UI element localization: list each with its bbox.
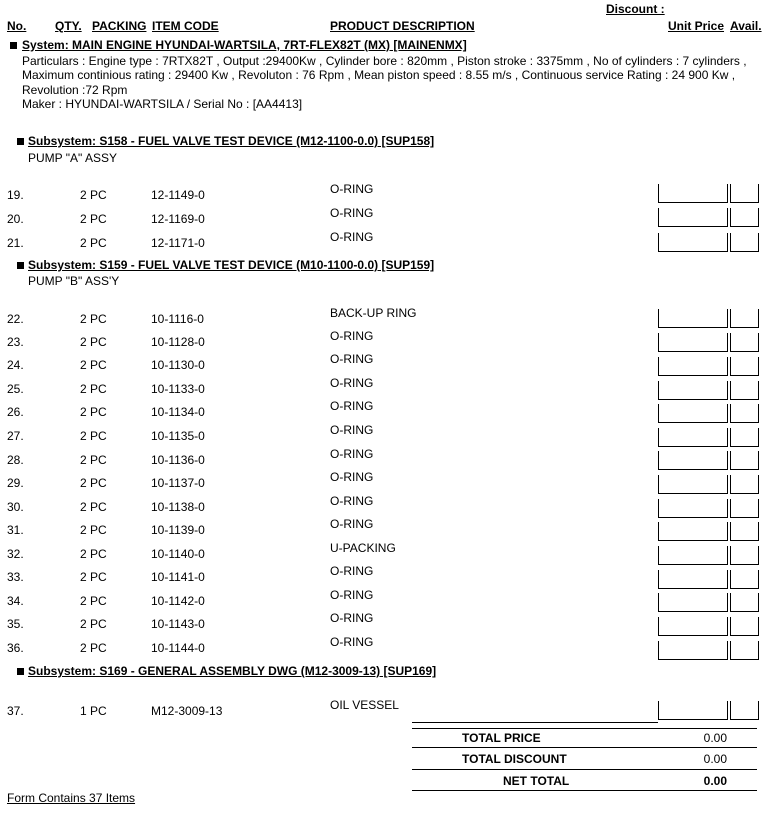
unit-price-input[interactable] xyxy=(658,309,728,328)
bullet-square-icon xyxy=(17,668,24,675)
item-no: 20. xyxy=(7,212,24,226)
unit-price-input[interactable] xyxy=(658,593,728,612)
item-code: 10-1141-0 xyxy=(151,570,205,584)
total-discount-value: 0.00 xyxy=(703,752,727,766)
item-qty: 1 PC xyxy=(80,704,107,718)
item-description: O-RING xyxy=(330,635,374,649)
avail-input[interactable] xyxy=(730,381,759,400)
form-item-count: Form Contains 37 Items xyxy=(7,791,136,805)
totals-divider xyxy=(412,747,757,748)
item-code: 10-1135-0 xyxy=(151,429,205,443)
item-qty: 2 PC xyxy=(80,188,107,202)
bullet-square-icon xyxy=(17,138,24,145)
col-header-qty: QTY. xyxy=(55,19,82,33)
system-title: System: MAIN ENGINE HYUNDAI-WARTSILA, 7RT-FLEX82T (MX) [MAINENMX] xyxy=(22,38,467,52)
subsystem-title: Subsystem: S158 - FUEL VALVE TEST DEVICE (M12-1100-0.0) [SUP158] xyxy=(28,134,435,148)
item-qty: 2 PC xyxy=(80,335,107,349)
col-header-packing: PACKING xyxy=(92,19,147,33)
unit-price-input[interactable] xyxy=(658,381,728,400)
unit-price-input[interactable] xyxy=(658,357,728,376)
item-no: 36. xyxy=(7,641,24,655)
unit-price-input[interactable] xyxy=(658,522,728,541)
avail-input[interactable] xyxy=(730,451,759,470)
unit-price-input[interactable] xyxy=(658,333,728,352)
unit-price-input[interactable] xyxy=(658,570,728,589)
avail-input[interactable] xyxy=(730,546,759,565)
col-header-item-code: ITEM CODE xyxy=(152,19,219,33)
item-code: 12-1171-0 xyxy=(151,236,205,250)
item-description: BACK-UP RING xyxy=(330,306,417,320)
item-no: 35. xyxy=(7,617,24,631)
item-code: 10-1138-0 xyxy=(151,500,205,514)
item-qty: 2 PC xyxy=(80,641,107,655)
unit-price-input[interactable] xyxy=(658,617,728,636)
item-qty: 2 PC xyxy=(80,547,107,561)
item-description: O-RING xyxy=(330,352,374,366)
unit-price-input[interactable] xyxy=(658,208,728,227)
item-description: OIL VESSEL xyxy=(330,698,399,712)
unit-price-input[interactable] xyxy=(658,233,728,252)
avail-input[interactable] xyxy=(730,309,759,328)
item-qty: 2 PC xyxy=(80,382,107,396)
system-particulars: Particulars : Engine type : 7RTX82T , Output :29400Kw , Cylinder bore : 820mm , Piston stroke : 3375mm , No of cylinders : 7 cylinders , Maximum continious rating : 29400 Kw , Revoluton : 76 Rpm , Mean piston speed : 8.55 m/s , Continuous service Rating : 24 900 Kw , Revolution :72 Rpm xyxy=(22,54,747,97)
row-divider xyxy=(412,722,658,723)
avail-input[interactable] xyxy=(730,499,759,518)
avail-input[interactable] xyxy=(730,593,759,612)
item-code: M12-3009-13 xyxy=(151,704,223,718)
discount-label: Discount : xyxy=(606,2,665,16)
item-no: 37. xyxy=(7,704,24,718)
item-code: 10-1142-0 xyxy=(151,594,205,608)
total-price-value: 0.00 xyxy=(703,731,727,745)
item-code: 12-1169-0 xyxy=(151,212,205,226)
item-code: 10-1130-0 xyxy=(151,358,205,372)
col-header-unit-price: Unit Price xyxy=(668,19,725,33)
unit-price-input[interactable] xyxy=(658,546,728,565)
item-qty: 2 PC xyxy=(80,500,107,514)
avail-input[interactable] xyxy=(730,404,759,423)
item-no: 32. xyxy=(7,547,24,561)
item-description: O-RING xyxy=(330,329,374,343)
item-qty: 2 PC xyxy=(80,236,107,250)
item-description: O-RING xyxy=(330,230,374,244)
avail-input[interactable] xyxy=(730,641,759,660)
total-price-label: TOTAL PRICE xyxy=(462,731,541,745)
item-description: O-RING xyxy=(330,206,374,220)
item-no: 33. xyxy=(7,570,24,584)
item-description: O-RING xyxy=(330,494,374,508)
subsystem-title: Subsystem: S159 - FUEL VALVE TEST DEVICE (M10-1100-0.0) [SUP159] xyxy=(28,258,435,272)
avail-input[interactable] xyxy=(730,208,759,227)
item-code: 10-1137-0 xyxy=(151,476,205,490)
net-total-label: NET TOTAL xyxy=(503,774,570,788)
item-qty: 2 PC xyxy=(80,312,107,326)
item-qty: 2 PC xyxy=(80,476,107,490)
item-description: O-RING xyxy=(330,376,374,390)
item-code: 10-1128-0 xyxy=(151,335,205,349)
system-maker: Maker : HYUNDAI-WARTSILA / Serial No : [AA4413] xyxy=(22,97,303,111)
item-description: O-RING xyxy=(330,447,374,461)
totals-divider xyxy=(412,769,757,770)
item-no: 29. xyxy=(7,476,24,490)
item-no: 23. xyxy=(7,335,24,349)
subsystem-note: PUMP "B" ASS'Y xyxy=(28,274,120,288)
item-no: 28. xyxy=(7,453,24,467)
avail-input[interactable] xyxy=(730,184,759,203)
item-no: 21. xyxy=(7,236,24,250)
item-qty: 2 PC xyxy=(80,358,107,372)
item-qty: 2 PC xyxy=(80,570,107,584)
unit-price-input[interactable] xyxy=(658,451,728,470)
item-no: 25. xyxy=(7,382,24,396)
item-no: 27. xyxy=(7,429,24,443)
item-code: 10-1143-0 xyxy=(151,617,205,631)
totals-divider xyxy=(412,728,757,729)
item-description: O-RING xyxy=(330,611,374,625)
unit-price-input[interactable] xyxy=(658,641,728,660)
unit-price-input[interactable] xyxy=(658,404,728,423)
item-description: O-RING xyxy=(330,517,374,531)
avail-input[interactable] xyxy=(730,617,759,636)
avail-input[interactable] xyxy=(730,357,759,376)
item-qty: 2 PC xyxy=(80,212,107,226)
unit-price-input[interactable] xyxy=(658,499,728,518)
item-code: 10-1139-0 xyxy=(151,523,205,537)
item-code: 10-1134-0 xyxy=(151,405,205,419)
net-total-value: 0.00 xyxy=(703,774,727,788)
avail-input[interactable] xyxy=(730,475,759,494)
item-qty: 2 PC xyxy=(80,617,107,631)
subsystem-title: Subsystem: S169 - GENERAL ASSEMBLY DWG (M12-3009-13) [SUP169] xyxy=(28,664,437,678)
col-header-avail: Avail. xyxy=(730,19,762,33)
item-description: O-RING xyxy=(330,470,374,484)
item-description: U-PACKING xyxy=(330,541,396,555)
item-description: O-RING xyxy=(330,588,374,602)
total-discount-label: TOTAL DISCOUNT xyxy=(462,752,567,766)
avail-input[interactable] xyxy=(730,233,759,252)
item-description: O-RING xyxy=(330,564,374,578)
avail-input[interactable] xyxy=(730,333,759,352)
unit-price-input[interactable] xyxy=(658,184,728,203)
col-header-no: No. xyxy=(7,19,27,33)
item-code: 10-1136-0 xyxy=(151,453,205,467)
item-no: 19. xyxy=(7,188,24,202)
item-qty: 2 PC xyxy=(80,453,107,467)
item-qty: 2 PC xyxy=(80,405,107,419)
totals-divider xyxy=(412,790,757,791)
item-no: 26. xyxy=(7,405,24,419)
item-no: 31. xyxy=(7,523,24,537)
item-code: 12-1149-0 xyxy=(151,188,205,202)
item-description: O-RING xyxy=(330,182,374,196)
bullet-square-icon xyxy=(10,42,17,49)
avail-input[interactable] xyxy=(730,570,759,589)
item-qty: 2 PC xyxy=(80,594,107,608)
item-no: 30. xyxy=(7,500,24,514)
item-no: 34. xyxy=(7,594,24,608)
unit-price-input[interactable] xyxy=(658,475,728,494)
unit-price-input[interactable] xyxy=(658,428,728,447)
subsystem-note: PUMP "A" ASSY xyxy=(28,151,117,165)
item-no: 24. xyxy=(7,358,24,372)
avail-input[interactable] xyxy=(730,428,759,447)
avail-input[interactable] xyxy=(730,701,759,720)
item-code: 10-1133-0 xyxy=(151,382,205,396)
col-header-description: PRODUCT DESCRIPTION xyxy=(330,19,475,33)
item-description: O-RING xyxy=(330,399,374,413)
item-code: 10-1144-0 xyxy=(151,641,205,655)
item-qty: 2 PC xyxy=(80,523,107,537)
item-no: 22. xyxy=(7,312,24,326)
unit-price-input[interactable] xyxy=(658,701,728,720)
bullet-square-icon xyxy=(17,262,24,269)
item-code: 10-1116-0 xyxy=(151,312,204,326)
item-description: O-RING xyxy=(330,423,374,437)
item-code: 10-1140-0 xyxy=(151,547,205,561)
item-qty: 2 PC xyxy=(80,429,107,443)
avail-input[interactable] xyxy=(730,522,759,541)
